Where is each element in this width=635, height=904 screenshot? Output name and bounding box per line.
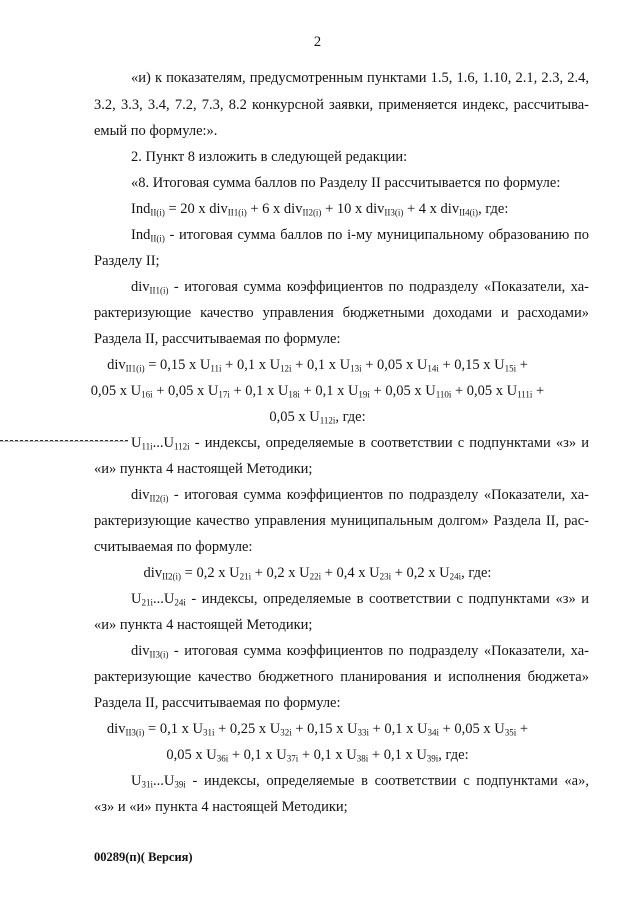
definition-u11-u112: $U_{11i}...U_{112i}$ - индексы, определяемые в соответствии с подпунктами «з» и bbox=[131, 435, 589, 452]
footer-document-code: 00289(п)( Версия) bbox=[94, 850, 193, 864]
paragraph-line: рактеризующие качество управления бюджетными доходами и расходами» bbox=[94, 305, 589, 321]
definition-text: - итоговая сумма баллов по i-му муниципальному образованию по bbox=[164, 227, 589, 243]
page-number: 2 bbox=[313, 34, 322, 50]
formula-div-ii1-line1: div$_{II1(i)}$ = 0,15 x $U_{11i} + 0,1$ x $U_{12i} + 0,1$ x $U_{13i} + 0,05$ x $U_{14i} + 0,15$ x $U_{15i}$ + bbox=[107, 357, 528, 374]
paragraph-line: «и) к показателям, предусмотренным пунктами 1.5, 1.6, 1.10, 2.1, 2.3, 2.4, bbox=[131, 70, 589, 86]
paragraph-line: Раздела II, рассчитываемая по формуле: bbox=[94, 695, 341, 711]
paragraph-line: «и» пункта 4 настоящей Методики; bbox=[94, 461, 313, 477]
formula-div-ii1-line2: 0,05 x $U_{16i} + 0,05$ x $U_{17i} + 0,1$ x $U_{18i} + 0,1$ x $U_{19i} + 0,05$ x $U_{110i} + 0,05$ x $U_{111i}$ + bbox=[90, 383, 545, 400]
paragraph-line: рактеризующие качество бюджетного планирования и исполнения бюджета» bbox=[94, 669, 589, 685]
scan-artifact-line bbox=[0, 441, 128, 442]
paragraph-line: Разделу II; bbox=[94, 253, 160, 269]
definition-div-ii2: div$_{II2(i)}$ - итоговая сумма коэффициентов по подразделу «Показатели, ха- bbox=[131, 487, 589, 504]
paragraph-line: 3.2, 3.3, 3.4, 7.2, 7.3, 8.2 конкурсной заявки, применяется индекс, рассчитыва- bbox=[94, 97, 589, 113]
definition-div-ii3: div$_{II3(i)}$ - итоговая сумма коэффициентов по подразделу «Показатели, ха- bbox=[131, 643, 589, 660]
definition-text: - итоговая сумма коэффициентов по подразделу «Показатели, ха- bbox=[168, 487, 589, 503]
definition-text: - индексы, определяемые в соответствии с подпунктами «з» и bbox=[189, 435, 589, 451]
paragraph-line: «8. Итоговая сумма баллов по Разделу II рассчитывается по формуле: bbox=[131, 175, 561, 191]
definition-ind-ii: Ind$_{II(i)}$ - итоговая сумма баллов по i-му муниципальному образованию по bbox=[131, 227, 589, 244]
paragraph-line: «з» и «и» пункта 4 настоящей Методики; bbox=[94, 799, 348, 815]
formula-div-ii2: div$_{II2(i)}$ = 0,2 x $U_{21i} + 0,2$ x $U_{22i} + 0,4$ x $U_{23i} + 0,2$ x $U_{24i}$, где: bbox=[143, 565, 492, 582]
formula-ind-ii: Ind$_{II(i)}$ = 20 x div$_{II1(i)}$ + 6 x div$_{II2(i)}$ + 10 x div$_{II3(i)}$ + 4 x div$_{II4(i)}$, где: bbox=[131, 201, 509, 218]
paragraph-line: рактеризующие качество управления муниципальным долгом» Раздела II, рас- bbox=[94, 513, 589, 529]
formula-div-ii1-line3: 0,05 x $U_{112i}$, где: bbox=[269, 409, 366, 426]
formula-div-ii3-line2: 0,05 x $U_{36i} + 0,1$ x $U_{37i} + 0,1$ x $U_{38i} + 0,1$ x $U_{39i}$, где: bbox=[166, 747, 469, 764]
definition-text: - итоговая сумма коэффициентов по подразделу «Показатели, ха- bbox=[168, 279, 589, 295]
paragraph-line: считываемая по формуле: bbox=[94, 539, 253, 555]
paragraph-line: 2. Пункт 8 изложить в следующей редакции: bbox=[131, 149, 408, 165]
definition-text: - индексы, определяемые в соответствии с подпунктами «а», bbox=[185, 773, 589, 789]
paragraph-line: емый по формуле:». bbox=[94, 123, 218, 139]
paragraph-line: Раздела II, рассчитываемая по формуле: bbox=[94, 331, 341, 347]
definition-text: - индексы, определяемые в соответствии с подпунктами «з» и bbox=[185, 591, 589, 607]
paragraph-line: «и» пункта 4 настоящей Методики; bbox=[94, 617, 313, 633]
definition-u21-u24: $U_{21i}...U_{24i}$ - индексы, определяемые в соответствии с подпунктами «з» и bbox=[131, 591, 589, 608]
definition-u31-u39: $U_{31i}...U_{39i}$ - индексы, определяемые в соответствии с подпунктами «а», bbox=[131, 773, 589, 790]
definition-text: - итоговая сумма коэффициентов по подразделу «Показатели, ха- bbox=[168, 643, 589, 659]
definition-div-ii1: div$_{II1(i)}$ - итоговая сумма коэффициентов по подразделу «Показатели, ха- bbox=[131, 279, 589, 296]
formula-div-ii3-line1: div$_{II3(i)}$ = 0,1 x $U_{31i} + 0,25$ x $U_{32i} + 0,15$ x $U_{33i} + 0,1$ x $U_{34i} + 0,05$ x $U_{35i}$ + bbox=[106, 721, 529, 738]
